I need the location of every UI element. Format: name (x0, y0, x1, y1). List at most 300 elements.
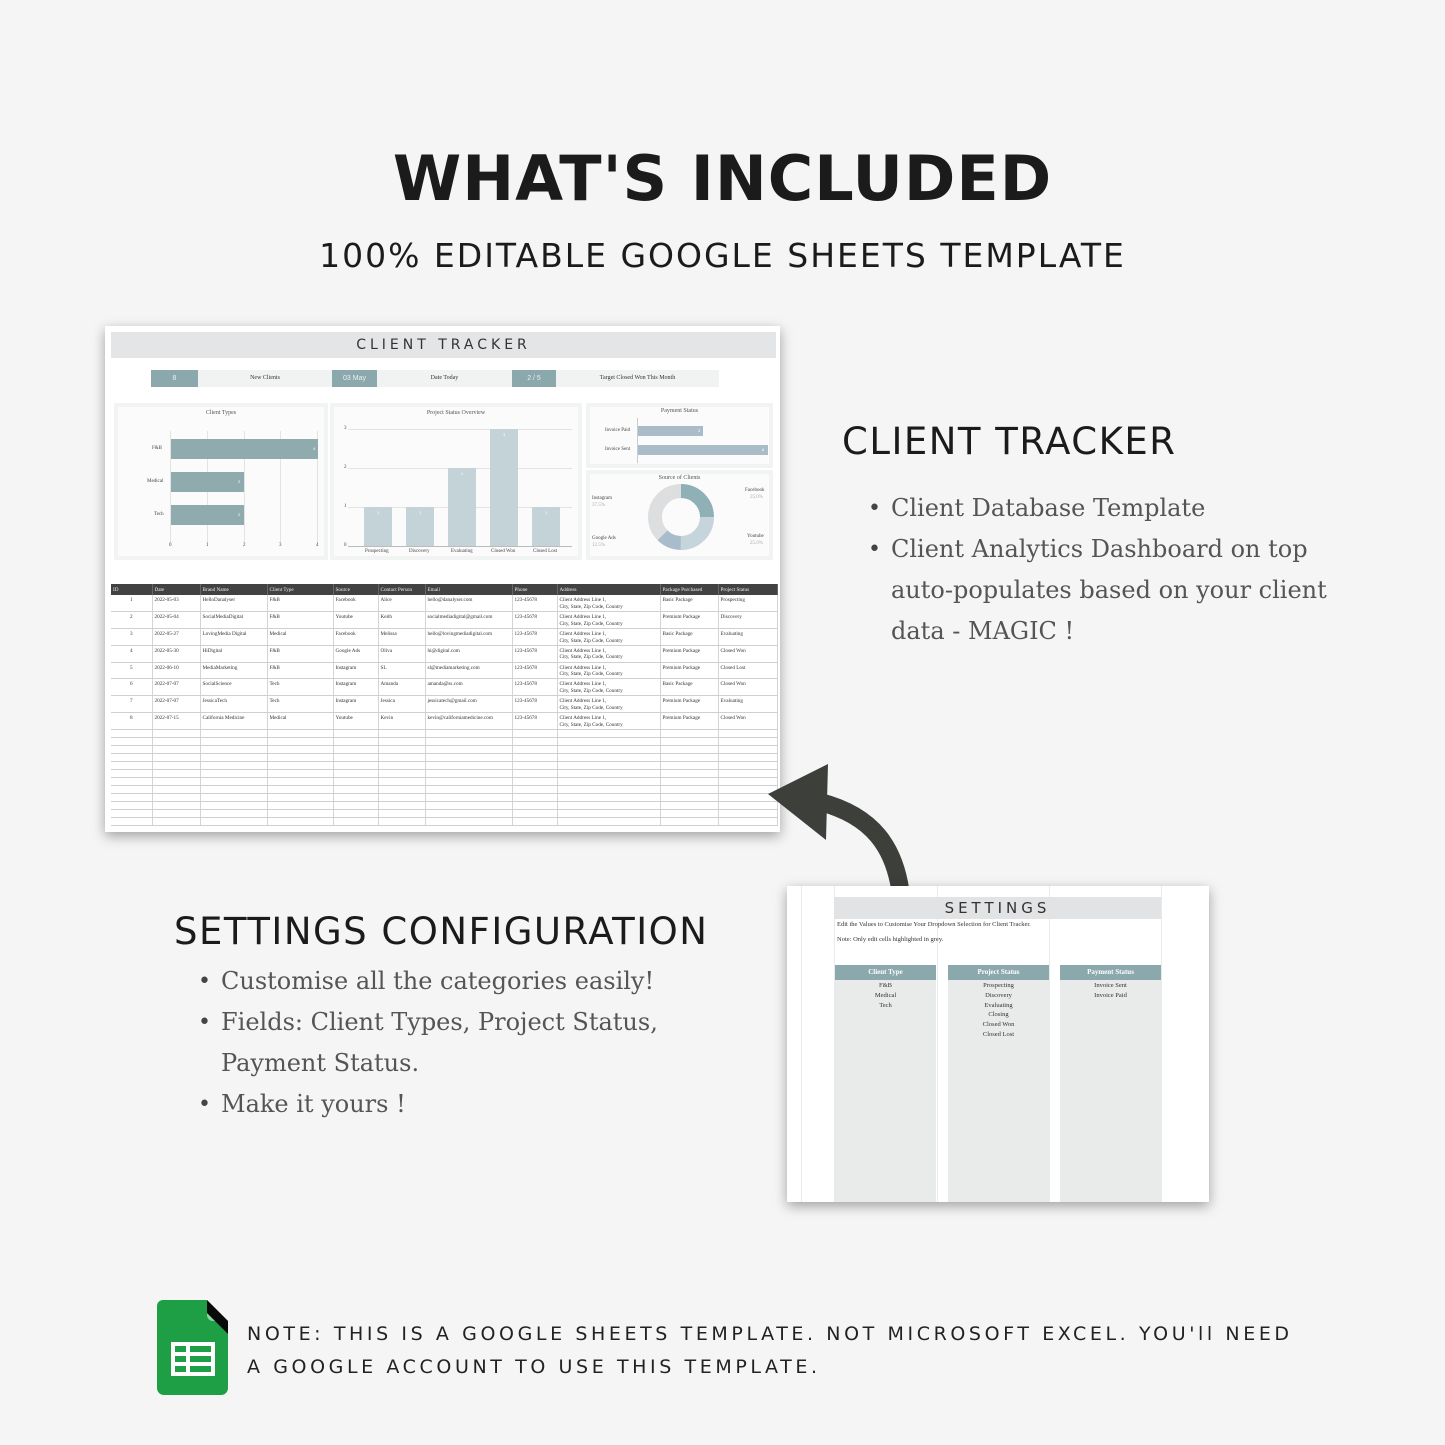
empty-cell[interactable] (333, 753, 378, 761)
empty-cell[interactable] (333, 737, 378, 745)
col-header-email: Email (425, 584, 512, 595)
empty-cell[interactable] (111, 737, 152, 745)
source-pct-google-ads: 12.5% (592, 543, 605, 548)
empty-cell[interactable] (378, 809, 425, 817)
payment-status-bar-2 (638, 445, 768, 455)
table-cell[interactable] (557, 612, 660, 629)
empty-cell[interactable] (660, 753, 718, 761)
payment-status-value-2: 6 (762, 447, 765, 452)
client-type-label-2: Medical (147, 479, 164, 484)
table-cell[interactable]: 7 (111, 696, 152, 713)
empty-cell[interactable] (333, 809, 378, 817)
table-cell[interactable]: 123-45678 (512, 595, 557, 612)
empty-cell[interactable] (200, 777, 267, 785)
table-cell[interactable]: Evaluating (718, 629, 777, 646)
client-type-value-2: 2 (238, 479, 241, 484)
empty-cell[interactable] (557, 745, 660, 753)
settings-heading: SETTINGS CONFIGURATION (174, 910, 709, 953)
empty-cell[interactable] (111, 729, 152, 737)
empty-cell[interactable] (267, 777, 333, 785)
table-cell[interactable]: F&B (267, 662, 333, 679)
empty-cell[interactable] (267, 785, 333, 793)
settings-item[interactable]: Tech (879, 1001, 892, 1009)
source-label-instagram: Instagram (592, 496, 612, 501)
settings-item[interactable]: Evaluating (984, 1001, 1013, 1009)
col-header-package: Package Purchased (660, 584, 718, 595)
settings-item[interactable]: Closed Lost (982, 1030, 1015, 1038)
empty-cell[interactable] (267, 769, 333, 777)
empty-cell[interactable] (333, 785, 378, 793)
project-status-label-4: Closed Won (491, 549, 516, 554)
table-cell[interactable]: 123-45678 (512, 662, 557, 679)
table-cell[interactable]: Prospecting (718, 595, 777, 612)
empty-cell[interactable] (557, 729, 660, 737)
empty-cell[interactable] (111, 817, 152, 825)
table-cell[interactable] (557, 662, 660, 679)
empty-cell[interactable] (200, 769, 267, 777)
client-table-body (111, 595, 777, 825)
table-cell[interactable]: 2022-05-04 (152, 612, 200, 629)
table-cell[interactable]: 123-45678 (512, 612, 557, 629)
empty-cell[interactable] (152, 753, 200, 761)
settings-item[interactable]: Medical (874, 991, 897, 999)
payment-status-value-1: 3 (698, 428, 701, 433)
table-cell[interactable]: 123-45678 (512, 713, 557, 730)
page-subtitle: 100% EDITABLE GOOGLE SHEETS TEMPLATE (319, 236, 1126, 275)
settings-item[interactable]: Prospecting (983, 982, 1014, 989)
table-cell[interactable]: Evaluating (718, 696, 777, 713)
empty-cell[interactable] (378, 777, 425, 785)
client-type-value-3: 2 (238, 512, 241, 517)
empty-cell[interactable] (267, 761, 333, 769)
empty-cell[interactable] (660, 793, 718, 801)
empty-cell[interactable] (200, 729, 267, 737)
empty-cell[interactable] (200, 785, 267, 793)
table-cell[interactable]: 123-45678 (512, 679, 557, 696)
settings-note-2: Note: Only edit cells highlighted in grey. (837, 936, 944, 943)
empty-table-row (111, 737, 777, 745)
empty-cell[interactable] (425, 753, 512, 761)
table-cell[interactable]: 3 (111, 629, 152, 646)
table-row (111, 662, 777, 679)
table-cell[interactable] (557, 713, 660, 730)
empty-cell[interactable] (152, 817, 200, 825)
table-cell[interactable]: JessicaTech (200, 696, 267, 713)
empty-cell[interactable] (111, 769, 152, 777)
empty-cell[interactable] (378, 785, 425, 793)
table-cell[interactable]: Amanda (378, 679, 425, 696)
address-line-2: City, State, Zip Code, Country (559, 721, 623, 728)
table-cell[interactable]: 4 (111, 645, 152, 662)
empty-cell[interactable] (333, 801, 378, 809)
table-cell[interactable]: hi@digital.com (425, 645, 512, 662)
source-label-facebook: Facebook (745, 488, 765, 493)
payment-status-bar-1 (638, 426, 703, 436)
empty-cell[interactable] (557, 737, 660, 745)
empty-table-row (111, 809, 777, 817)
address-line-2: City, State, Zip Code, Country (559, 637, 623, 644)
settings-col-payment-status (1060, 965, 1161, 1202)
empty-cell[interactable] (557, 769, 660, 777)
address-line-1: Client Address Line 1, (559, 631, 607, 638)
empty-cell[interactable] (152, 737, 200, 745)
empty-cell[interactable] (660, 745, 718, 753)
project-status-label-3: Evaluating (451, 549, 473, 554)
col-header-brand: Brand Name (200, 584, 267, 595)
table-cell[interactable]: kevin@californiamedicine.com (425, 713, 512, 730)
empty-cell[interactable] (660, 761, 718, 769)
empty-cell[interactable] (512, 785, 557, 793)
empty-cell[interactable] (200, 737, 267, 745)
empty-cell[interactable] (425, 809, 512, 817)
empty-cell[interactable] (333, 769, 378, 777)
table-cell[interactable] (557, 679, 660, 696)
table-cell[interactable]: HelloDanalyser (200, 595, 267, 612)
address-line-2: City, State, Zip Code, Country (559, 654, 623, 661)
empty-cell[interactable] (425, 769, 512, 777)
settings-item[interactable]: Closing (988, 1011, 1009, 1019)
empty-cell[interactable] (378, 761, 425, 769)
address-line-1: Client Address Line 1, (559, 681, 607, 688)
empty-cell[interactable] (267, 817, 333, 825)
table-cell[interactable] (557, 629, 660, 646)
empty-cell[interactable] (200, 817, 267, 825)
payment-status-title: Payment Status (660, 408, 699, 414)
empty-cell[interactable] (267, 737, 333, 745)
table-cell[interactable]: amanda@ss.com (425, 679, 512, 696)
empty-cell[interactable] (425, 817, 512, 825)
kpi-row (151, 370, 719, 387)
project-status-value-1: 1 (377, 510, 380, 515)
footer-note: NOTE: THIS IS A GOOGLE SHEETS TEMPLATE. NOT MICROSOFT EXCEL. YOU'll NEED A GOOGLE ACCOUNT TO USE THIS TEMPLATE. (247, 1323, 1293, 1378)
empty-cell[interactable] (425, 785, 512, 793)
table-cell[interactable]: California Medicine (200, 713, 267, 730)
table-cell[interactable]: HiDigital (200, 645, 267, 662)
project-status-tick-2: 2 (344, 465, 347, 470)
client-table (111, 584, 778, 826)
empty-cell[interactable] (378, 817, 425, 825)
empty-cell[interactable] (425, 801, 512, 809)
table-cell[interactable]: Oliva (378, 645, 425, 662)
project-status-value-3: 2 (461, 471, 464, 476)
col-header-address: Address (557, 584, 660, 595)
table-cell[interactable]: Premium Package (660, 713, 718, 730)
empty-cell[interactable] (378, 745, 425, 753)
empty-cell[interactable] (512, 801, 557, 809)
settings-item[interactable]: Invoice Sent (1094, 982, 1127, 989)
settings-banner: SETTINGS (834, 897, 1161, 919)
table-cell[interactable]: Basic Package (660, 679, 718, 696)
empty-cell[interactable] (333, 817, 378, 825)
empty-cell[interactable] (512, 745, 557, 753)
empty-cell[interactable] (557, 817, 660, 825)
empty-cell[interactable] (660, 785, 718, 793)
empty-cell[interactable] (425, 745, 512, 753)
settings-item[interactable]: F&B (878, 982, 892, 989)
table-cell[interactable]: Closed Won (718, 713, 777, 730)
settings-col-header: Payment Status (1060, 965, 1161, 980)
empty-cell[interactable] (200, 793, 267, 801)
empty-cell[interactable] (152, 777, 200, 785)
table-cell[interactable]: 123-45678 (512, 629, 557, 646)
empty-cell[interactable] (557, 809, 660, 817)
table-cell[interactable]: Keith (378, 612, 425, 629)
table-cell[interactable]: Kevin (378, 713, 425, 730)
empty-cell[interactable] (333, 745, 378, 753)
table-cell[interactable]: F&B (267, 595, 333, 612)
empty-cell[interactable] (425, 793, 512, 801)
client-type-bar-2 (171, 472, 244, 492)
empty-cell[interactable] (512, 737, 557, 745)
empty-cell[interactable] (378, 729, 425, 737)
table-cell[interactable]: Google Ads (333, 645, 378, 662)
empty-cell[interactable] (267, 729, 333, 737)
table-cell[interactable]: SocialMediaDigital (200, 612, 267, 629)
empty-cell[interactable] (660, 769, 718, 777)
project-status-bar-4 (490, 429, 518, 546)
project-status-value-4: 3 (503, 432, 506, 437)
empty-cell[interactable] (425, 761, 512, 769)
empty-cell[interactable] (557, 777, 660, 785)
empty-cell[interactable] (200, 801, 267, 809)
empty-cell[interactable] (512, 761, 557, 769)
table-cell[interactable]: hello@danalyser.com (425, 595, 512, 612)
empty-cell[interactable] (660, 809, 718, 817)
table-cell[interactable]: Medical (267, 629, 333, 646)
empty-cell[interactable] (111, 745, 152, 753)
table-cell[interactable]: jessicatech@gmail.com (425, 696, 512, 713)
table-cell[interactable]: 123-45678 (512, 645, 557, 662)
table-cell[interactable]: 2022-05-30 (152, 645, 200, 662)
table-cell[interactable]: Jessica (378, 696, 425, 713)
empty-cell[interactable] (378, 769, 425, 777)
empty-cell[interactable] (557, 793, 660, 801)
table-header-row (111, 584, 777, 595)
client-types-tick-2: 2 (243, 543, 246, 548)
empty-cell[interactable] (512, 817, 557, 825)
table-cell[interactable]: 2022-07-07 (152, 696, 200, 713)
empty-table-row (111, 817, 777, 825)
empty-cell[interactable] (111, 809, 152, 817)
empty-cell[interactable] (200, 809, 267, 817)
table-cell[interactable] (557, 696, 660, 713)
payment-status-panel (586, 403, 773, 468)
table-cell[interactable]: F&B (267, 612, 333, 629)
col-header-source: Source (333, 584, 378, 595)
table-cell[interactable]: Youtube (333, 612, 378, 629)
project-status-label-5: Closed Lost (533, 549, 558, 554)
empty-table-row (111, 785, 777, 793)
empty-cell[interactable] (111, 793, 152, 801)
empty-cell[interactable] (152, 793, 200, 801)
empty-cell[interactable] (200, 761, 267, 769)
table-cell[interactable]: Alice (378, 595, 425, 612)
table-row (111, 595, 777, 612)
bullet-item: • Client Database Template (868, 488, 1328, 529)
settings-item[interactable]: Invoice Paid (1094, 991, 1127, 999)
table-cell[interactable]: Youtube (333, 713, 378, 730)
table-cell[interactable]: 2022-05-27 (152, 629, 200, 646)
empty-table-row (111, 753, 777, 761)
address-line-2: City, State, Zip Code, Country (559, 671, 623, 678)
table-cell[interactable]: 2022-07-07 (152, 679, 200, 696)
empty-cell[interactable] (512, 769, 557, 777)
empty-cell[interactable] (378, 801, 425, 809)
empty-cell[interactable] (333, 777, 378, 785)
source-pct-youtube: 25.0% (750, 541, 763, 546)
empty-cell[interactable] (512, 793, 557, 801)
empty-cell[interactable] (111, 761, 152, 769)
empty-cell[interactable] (425, 737, 512, 745)
kpi-new-clients-label: New Clients (250, 375, 280, 381)
table-cell[interactable]: 5 (111, 662, 152, 679)
table-cell[interactable]: F&B (267, 645, 333, 662)
source-pct-facebook: 25.0% (750, 495, 763, 500)
empty-cell[interactable] (718, 737, 777, 745)
table-cell[interactable]: Premium Package (660, 612, 718, 629)
address-line-2: City, State, Zip Code, Country (559, 603, 623, 610)
tracker-banner: CLIENT TRACKER (111, 332, 776, 358)
empty-cell[interactable] (425, 777, 512, 785)
address-line-1: Client Address Line 1, (559, 664, 607, 671)
empty-cell[interactable] (557, 785, 660, 793)
table-cell[interactable]: Closed Won (718, 645, 777, 662)
col-header-contact: Contact Person (378, 584, 425, 595)
table-cell[interactable]: MediaMarketing (200, 662, 267, 679)
empty-cell[interactable] (333, 793, 378, 801)
table-cell[interactable]: Instagram (333, 662, 378, 679)
empty-cell[interactable] (512, 753, 557, 761)
settings-col-client-type (835, 965, 936, 1202)
table-cell[interactable]: 2022-07-15 (152, 713, 200, 730)
address-line-2: City, State, Zip Code, Country (559, 620, 623, 627)
empty-cell[interactable] (152, 761, 200, 769)
table-cell[interactable]: SocialScience (200, 679, 267, 696)
table-cell[interactable]: 6 (111, 679, 152, 696)
table-cell[interactable]: LovingMedia Digital (200, 629, 267, 646)
empty-cell[interactable] (111, 753, 152, 761)
table-cell[interactable]: 2022-05-03 (152, 595, 200, 612)
empty-cell[interactable] (111, 801, 152, 809)
empty-cell[interactable] (557, 761, 660, 769)
empty-cell[interactable] (660, 729, 718, 737)
address-line-1: Client Address Line 1, (559, 597, 607, 603)
table-row (111, 679, 777, 696)
project-status-value-5: 1 (545, 510, 548, 515)
table-cell[interactable]: 8 (111, 713, 152, 730)
empty-cell[interactable] (152, 785, 200, 793)
table-cell[interactable]: sl@mediamarketing.com (425, 662, 512, 679)
table-cell[interactable] (557, 595, 660, 612)
source-title: Source of Clients (658, 475, 701, 481)
table-cell[interactable]: Tech (267, 679, 333, 696)
table-cell[interactable]: Closed Won (718, 679, 777, 696)
empty-cell[interactable] (152, 745, 200, 753)
table-cell[interactable] (557, 645, 660, 662)
empty-cell[interactable] (267, 809, 333, 817)
project-status-tick-3: 3 (344, 426, 347, 431)
empty-cell[interactable] (718, 729, 777, 737)
empty-cell[interactable] (200, 753, 267, 761)
empty-cell[interactable] (512, 729, 557, 737)
empty-cell[interactable] (333, 729, 378, 737)
table-cell[interactable]: Basic Package (660, 595, 718, 612)
table-cell[interactable]: Basic Package (660, 629, 718, 646)
empty-cell[interactable] (512, 777, 557, 785)
table-cell[interactable]: 123-45678 (512, 696, 557, 713)
table-cell[interactable]: Facebook (333, 629, 378, 646)
client-types-tick-1: 1 (206, 543, 209, 548)
empty-cell[interactable] (557, 753, 660, 761)
table-row (111, 612, 777, 629)
empty-cell[interactable] (718, 745, 777, 753)
empty-cell[interactable] (425, 729, 512, 737)
empty-cell[interactable] (378, 793, 425, 801)
client-types-tick-0: 0 (169, 543, 172, 548)
client-type-label-3: Tech (154, 512, 164, 517)
settings-item[interactable]: Discovery (985, 991, 1012, 999)
table-cell[interactable]: Closed Lost (718, 662, 777, 679)
table-cell[interactable]: Medical (267, 713, 333, 730)
table-cell[interactable]: Premium Package (660, 645, 718, 662)
table-cell[interactable]: SL (378, 662, 425, 679)
table-cell[interactable]: hello@lovingmediadigital.com (425, 629, 512, 646)
table-cell[interactable]: Instagram (333, 696, 378, 713)
table-cell[interactable]: Premium Package (660, 696, 718, 713)
col-header-date: Date (152, 584, 200, 595)
bullet-item: • Customise all the categories easily! (198, 961, 668, 1002)
empty-table-row (111, 745, 777, 753)
empty-cell[interactable] (660, 801, 718, 809)
empty-cell[interactable] (557, 801, 660, 809)
table-cell[interactable]: Melissa (378, 629, 425, 646)
empty-cell[interactable] (267, 745, 333, 753)
table-cell[interactable]: Facebook (333, 595, 378, 612)
google-sheets-icon (157, 1300, 228, 1395)
table-cell[interactable]: Instagram (333, 679, 378, 696)
empty-cell[interactable] (378, 737, 425, 745)
client-types-panel (114, 403, 328, 560)
empty-cell[interactable] (378, 753, 425, 761)
table-cell[interactable]: 2 (111, 612, 152, 629)
empty-cell[interactable] (660, 817, 718, 825)
table-cell[interactable]: Premium Package (660, 662, 718, 679)
project-status-tick-0: 0 (344, 543, 347, 548)
table-cell[interactable]: 1 (111, 595, 152, 612)
empty-cell[interactable] (660, 737, 718, 745)
empty-cell[interactable] (200, 745, 267, 753)
table-cell[interactable]: Tech (267, 696, 333, 713)
empty-cell[interactable] (333, 761, 378, 769)
table-cell[interactable]: socialmediadigital@gmail.com (425, 612, 512, 629)
empty-cell[interactable] (111, 777, 152, 785)
empty-cell[interactable] (111, 785, 152, 793)
empty-cell[interactable] (512, 809, 557, 817)
project-status-value-2: 1 (419, 510, 422, 515)
empty-cell[interactable] (267, 753, 333, 761)
empty-cell[interactable] (152, 809, 200, 817)
table-cell[interactable]: 2022-06-10 (152, 662, 200, 679)
empty-cell[interactable] (267, 793, 333, 801)
empty-cell[interactable] (152, 801, 200, 809)
empty-cell[interactable] (660, 777, 718, 785)
empty-cell[interactable] (152, 729, 200, 737)
table-cell[interactable]: Discovery (718, 612, 777, 629)
settings-item[interactable]: Closed Won (982, 1021, 1015, 1029)
empty-cell[interactable] (267, 801, 333, 809)
client-types-tick-4: 4 (316, 543, 319, 548)
empty-cell[interactable] (152, 769, 200, 777)
